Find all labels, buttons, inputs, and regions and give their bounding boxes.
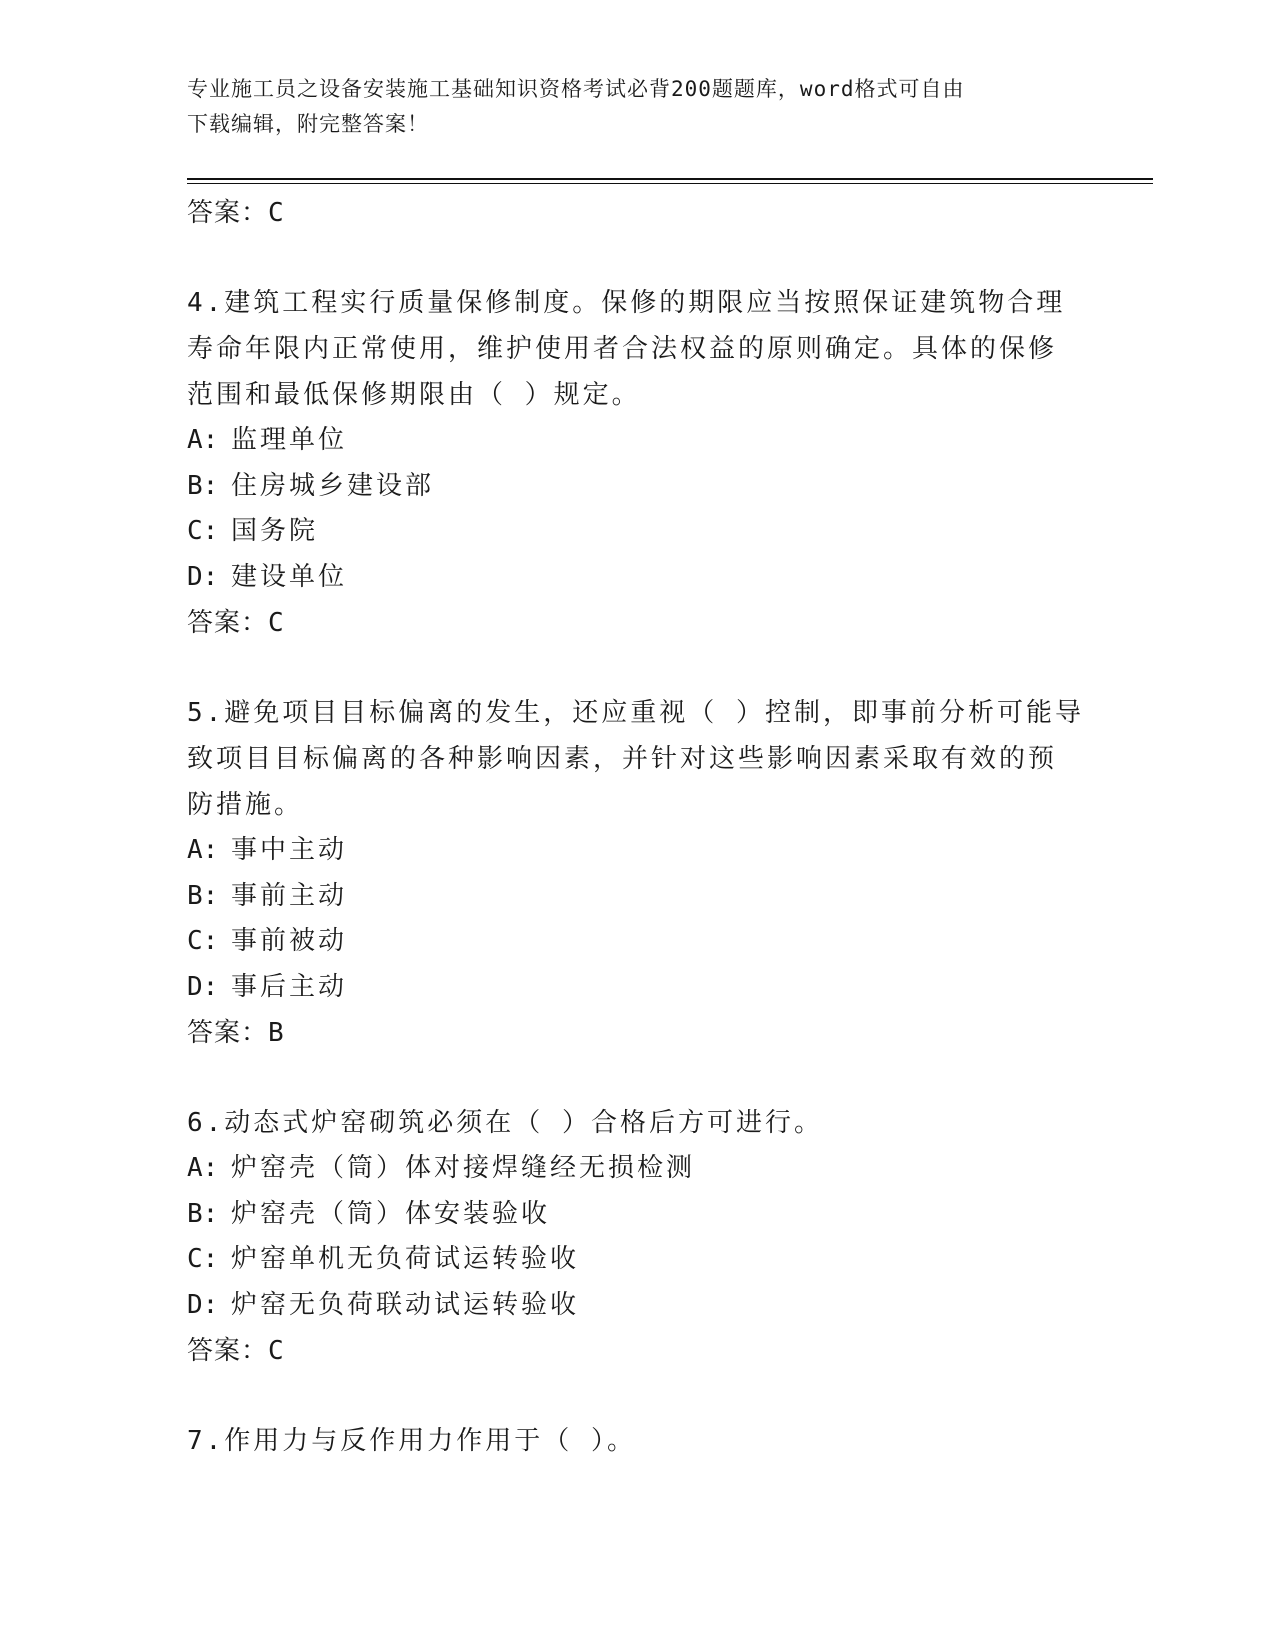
- answer-line: [187, 190, 1107, 236]
- answer-value: C: [268, 608, 285, 638]
- option-text: 监理单位: [231, 425, 348, 455]
- option-c: [187, 919, 1107, 965]
- question-stem-line: 范围和最低保修期限由（ ）规定。: [187, 380, 641, 410]
- question-5: [187, 690, 1107, 1056]
- option-d: [187, 965, 1107, 1011]
- answer-line: [187, 600, 1107, 646]
- question-stem-line: 5.避免项目目标偏离的发生，还应重视（ ）控制，即事前分析可能导: [187, 698, 1084, 728]
- header-line-2: 下载编辑，附完整答案！: [187, 112, 429, 136]
- option-a: [187, 418, 1107, 464]
- header-line-1: 专业施工员之设备安装施工基础知识资格考试必背200题题库，word格式可自由: [187, 77, 965, 101]
- option-key: D:: [187, 561, 219, 592]
- option-text: 事前被动: [231, 926, 348, 956]
- option-text: 国务院: [231, 516, 319, 546]
- option-key: B:: [187, 470, 219, 501]
- option-key: C:: [187, 926, 219, 956]
- question-list: [187, 190, 1107, 1464]
- option-text: 炉窑壳（筒）体安装验收: [231, 1198, 551, 1229]
- option-b: [187, 464, 1107, 510]
- question-4: [187, 280, 1107, 646]
- option-key: A:: [187, 425, 219, 455]
- question-stem: [187, 1100, 1107, 1146]
- answer-label: 答案：: [187, 198, 269, 228]
- answer-line: [187, 1328, 1107, 1374]
- header-rule-thick: [187, 178, 1153, 180]
- document-header: [187, 72, 1087, 142]
- option-d: [187, 555, 1107, 601]
- question-stem-line: 致项目目标偏离的各种影响因素，并针对这些影响因素采取有效的预: [187, 744, 1058, 774]
- option-text: 炉窑无负荷联动试运转验收: [231, 1289, 580, 1320]
- spacer: [187, 236, 1107, 281]
- option-key: A:: [187, 1153, 219, 1183]
- option-d: [187, 1283, 1107, 1329]
- option-key: C:: [187, 516, 219, 546]
- spacer: [187, 646, 1107, 691]
- question-stem-line: 4.建筑工程实行质量保修制度。保修的期限应当按照保证建筑物合理: [187, 288, 1066, 318]
- option-key: B:: [187, 1198, 219, 1229]
- option-key: B:: [187, 880, 219, 911]
- question-stem: [187, 280, 1107, 418]
- option-c: [187, 1237, 1107, 1283]
- question-6: [187, 1100, 1107, 1374]
- header-rule-thin: [187, 183, 1153, 184]
- option-text: 事后主动: [231, 971, 348, 1002]
- answer-label: 答案：: [187, 1018, 269, 1048]
- question-7: [187, 1418, 1107, 1464]
- option-text: 炉窑单机无负荷试运转验收: [231, 1244, 580, 1274]
- option-c: [187, 509, 1107, 555]
- question-stem: [187, 690, 1107, 828]
- question-stem-line: 6.动态式炉窑砌筑必须在（ ）合格后方可进行。: [187, 1108, 823, 1138]
- answer-label: 答案：: [187, 1336, 269, 1366]
- spacer: [187, 1056, 1107, 1101]
- answer-label: 答案：: [187, 608, 269, 638]
- option-a: [187, 828, 1107, 874]
- answer-value: B: [268, 1018, 285, 1048]
- option-a: [187, 1146, 1107, 1192]
- question-stem: [187, 1418, 1107, 1464]
- option-text: 炉窑壳（筒）体对接焊缝经无损检测: [231, 1153, 696, 1183]
- option-key: D:: [187, 971, 219, 1002]
- question-stem-line: 防措施。: [187, 790, 304, 820]
- option-text: 住房城乡建设部: [231, 470, 435, 501]
- answer-value: C: [268, 1336, 285, 1366]
- option-key: D:: [187, 1289, 219, 1320]
- option-text: 建设单位: [231, 561, 348, 592]
- option-key: C:: [187, 1244, 219, 1274]
- option-b: [187, 1192, 1107, 1238]
- question-stem-line: 7.作用力与反作用力作用于（ ）。: [187, 1426, 636, 1456]
- spacer: [187, 1374, 1107, 1419]
- question-stem-line: 寿命年限内正常使用，维护使用者合法权益的原则确定。具体的保修: [187, 334, 1058, 364]
- answer-line: [187, 1010, 1107, 1056]
- option-key: A:: [187, 835, 219, 865]
- option-b: [187, 874, 1107, 920]
- option-text: 事前主动: [231, 880, 348, 911]
- answer-value: C: [268, 198, 285, 228]
- option-text: 事中主动: [231, 835, 348, 865]
